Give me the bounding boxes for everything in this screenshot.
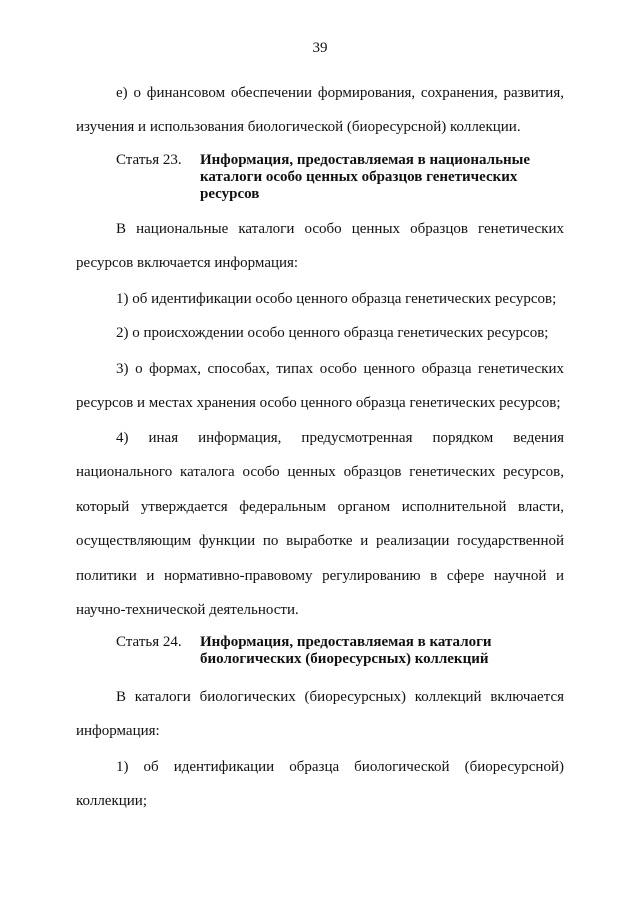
text-line: осуществляющим функции по выработке и реализации государственной — [76, 533, 564, 549]
title-line: Информация, предоставляемая в каталоги — [200, 634, 492, 650]
text-line: ресурсов включается информация: — [76, 255, 299, 271]
text-line: научно-технической деятельности. — [76, 602, 299, 618]
text-line: политики и нормативно-правовому регулированию в сфере научной и — [76, 568, 564, 584]
article-23-title — [200, 152, 560, 203]
article-23-label: Статья 23. — [116, 152, 182, 168]
text-line: который утверждается федеральным органом исполнительной власти, — [76, 499, 564, 515]
text-line: 4) иная информация, предусмотренная порядком ведения — [116, 430, 564, 446]
text-line: ресурсов и местах хранения особо ценного образца генетических ресурсов; — [76, 395, 561, 411]
text-line: коллекции; — [76, 793, 147, 809]
text-line: 1) об идентификации образца биологической (биоресурсной) — [116, 759, 564, 775]
title-line: биологических (биоресурсных) коллекций — [200, 651, 489, 667]
article-24-label: Статья 24. — [116, 634, 182, 650]
text-line: е) о финансовом обеспечении формирования, сохранения, развития, — [116, 85, 564, 101]
text-line: информация: — [76, 723, 160, 739]
article-23-item-2: 2) о происхождении особо ценного образца генетических ресурсов; — [116, 325, 549, 341]
page-number: 39 — [312, 40, 328, 56]
title-line: ресурсов — [200, 186, 260, 202]
article-23-item-1: 1) об идентификации особо ценного образца генетических ресурсов; — [116, 291, 557, 307]
title-line: каталоги особо ценных образцов генетических — [200, 169, 518, 185]
text-line: В каталоги биологических (биоресурсных) коллекций включается — [116, 689, 564, 705]
text-line: 3) о формах, способах, типах особо ценного образца генетических — [116, 361, 564, 377]
text-line: изучения и использования биологической (биоресурсной) коллекции. — [76, 119, 521, 135]
title-line: Информация, предоставляемая в национальные — [200, 152, 531, 168]
text-line: национального каталога особо ценных образцов генетических ресурсов, — [76, 464, 564, 480]
article-24-title — [200, 634, 560, 668]
text-line: В национальные каталоги особо ценных образцов генетических — [116, 221, 564, 237]
